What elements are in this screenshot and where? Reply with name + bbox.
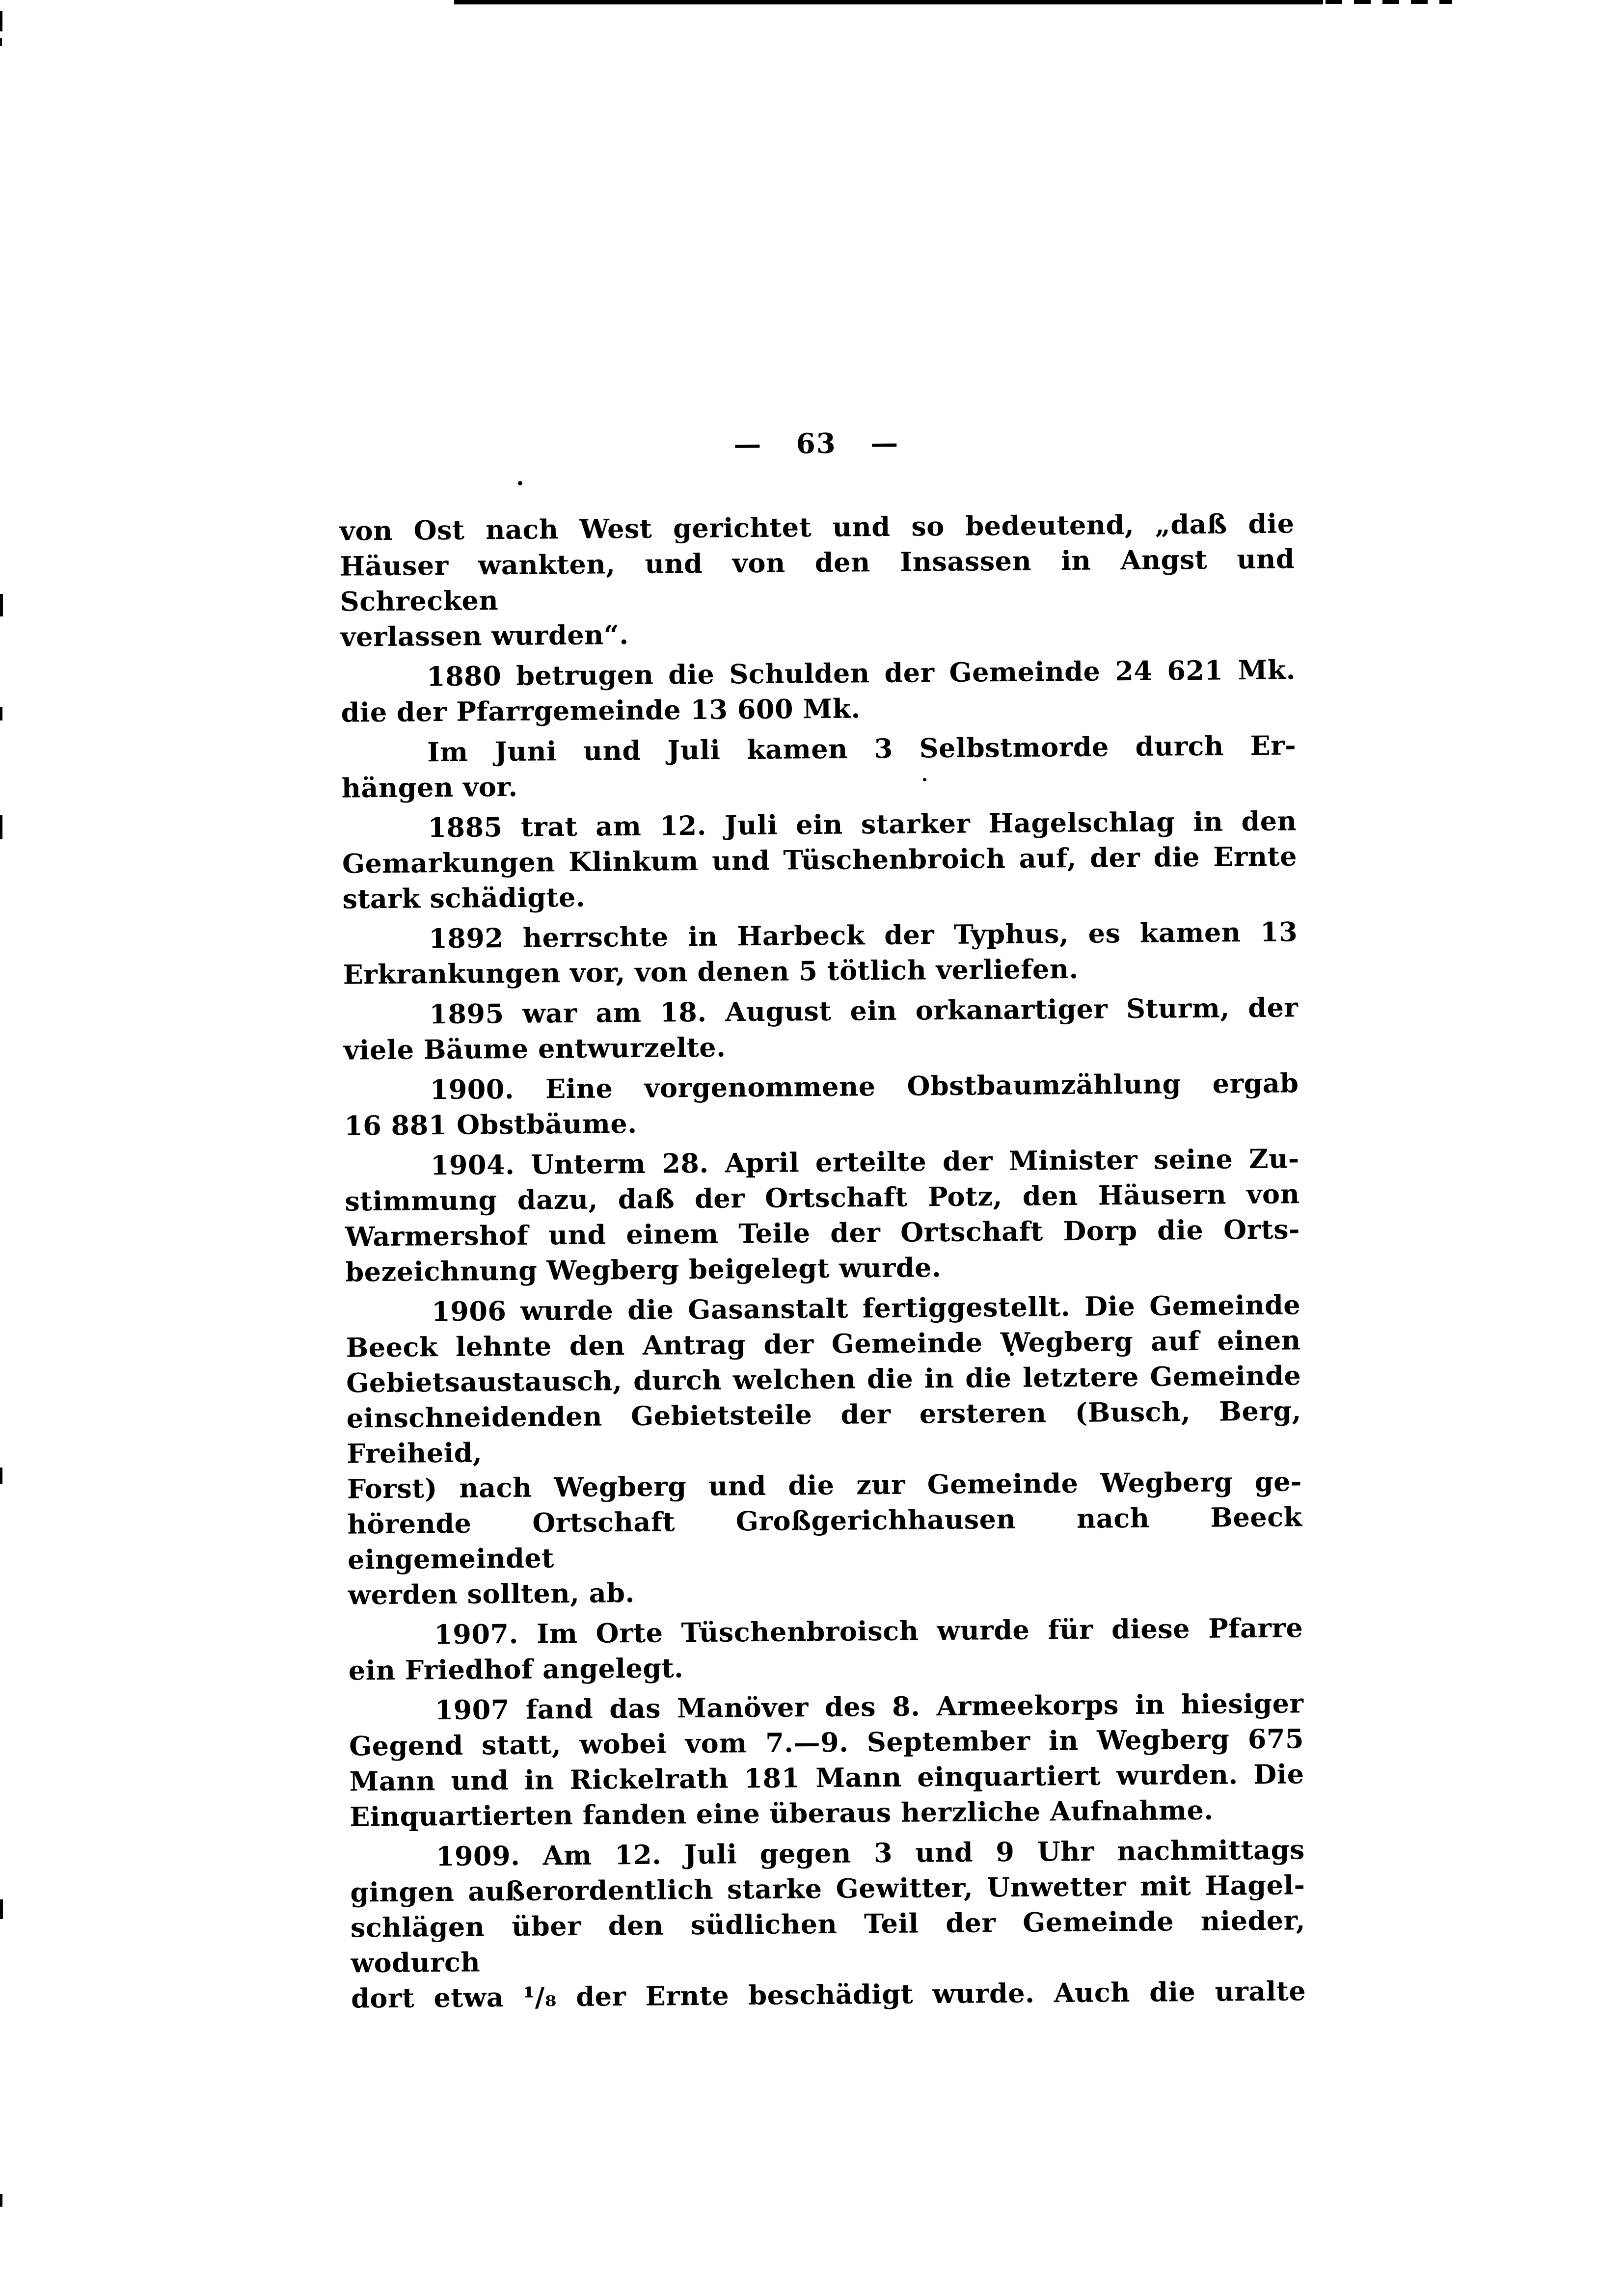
text-line: schlägen über den südlichen Teil der Gemeinde nieder, wodurch	[350, 1904, 1306, 1979]
text-line: hängen vor.	[341, 771, 518, 804]
scan-artifact-left-edge	[0, 38, 2, 46]
scan-artifact-left-edge	[0, 2194, 2, 2207]
text-line: 1907. Im Orte Tüschenbroisch wurde für diese Pfarre	[434, 1612, 1303, 1651]
text-line: von Ost nach West gerichtet und so bedeutend, „daß die	[339, 507, 1295, 547]
scan-artifact-left-edge	[0, 594, 3, 616]
page-number-text: — 63 —	[733, 427, 899, 461]
text-line: 1885 trat am 12. Juli ein starker Hagelschlag in den	[428, 805, 1297, 844]
page-content	[339, 422, 1306, 2021]
text-line: die der Pfarrgemeinde 13 600 Mk.	[341, 693, 861, 728]
paragraph	[348, 1610, 1303, 1688]
scan-artifact-left-edge	[0, 1468, 2, 1484]
paragraph	[346, 1287, 1303, 1612]
scan-artifact-left-edge	[0, 707, 2, 721]
text-line: einschneidenden Gebietsteile der ersteren (Busch, Berg, Freiheid,	[346, 1395, 1302, 1469]
text-line: hörende Ortschaft Großgerichhausen nach Beeck eingemeindet	[347, 1501, 1302, 1575]
text-line: Im Juni und Juli kamen 3 Selbstmorde durch Er-	[427, 729, 1297, 768]
text-block	[339, 506, 1306, 2016]
text-line: Beeck lehnte den Antrag der Gemeinde Wegberg auf einen	[346, 1324, 1301, 1363]
paragraph	[343, 989, 1299, 1068]
text-line: 1907 fand das Manöver des 8. Armeekorps in hiesiger	[434, 1687, 1304, 1726]
paragraph	[350, 1832, 1306, 2016]
scan-artifact-left-edge	[0, 1899, 3, 1919]
text-line: ein Friedhof angelegt.	[348, 1652, 684, 1686]
text-line: werden sollten, ab.	[348, 1576, 635, 1611]
text-line: Mann und in Rickelrath 181 Mann einquartiert wurden. Die	[349, 1758, 1304, 1797]
text-line: Einquartierten fanden eine überaus herzliche Aufnahme.	[349, 1794, 1214, 1833]
text-line: Gebietsaustausch, durch welchen die in die letztere Gemeinde	[346, 1360, 1301, 1399]
text-line: Gemarkungen Klinkum und Tüschenbroich auf, der die Ernte	[342, 840, 1298, 880]
text-line: 1895 war am 18. August ein orkanartiger Sturm, der	[429, 991, 1299, 1030]
paragraph	[339, 506, 1295, 654]
paragraph	[341, 652, 1296, 730]
text-line: Erkrankungen vor, von denen 5 tötlich verliefen.	[343, 953, 1079, 990]
text-line: stimmung dazu, daß der Ortschaft Potz, den Häusern von	[345, 1178, 1300, 1217]
text-line: Gegend statt, wobei vom 7.—9. September in Wegberg 675	[349, 1723, 1304, 1762]
paragraph	[349, 1685, 1304, 1834]
text-line: dort etwa ¹/₈ der Ernte beschädigt wurde. Auch die uralte	[351, 1975, 1306, 2014]
text-line: Warmershof und einem Teile der Ortschaft Dorp die Orts-	[345, 1213, 1300, 1253]
text-line: 1880 betrugen die Schulden der Gemeinde 24 621 Mk.	[426, 654, 1296, 693]
scan-artifact-left-edge	[0, 11, 2, 31]
paragraph	[345, 1141, 1300, 1289]
scan-artifact-top-bar	[454, 0, 1323, 4]
text-line: 1906 wurde die Gasanstalt fertiggestellt. Die Gemeinde	[431, 1289, 1301, 1328]
text-line: gingen außerordentlich starke Gewitter, Unwetter mit Hagel-	[350, 1869, 1305, 1908]
text-line: Forst) nach Wegberg und die zur Gemeinde Wegberg ge-	[347, 1466, 1302, 1505]
text-line: verlassen wurden“.	[340, 619, 629, 653]
scan-artifact-top-dashes	[1326, 0, 1452, 4]
text-line: 1904. Unterm 28. April erteilte der Minister seine Zu-	[430, 1143, 1300, 1181]
text-line: Häuser wankten, und von den Insassen in Angst und Schrecken	[339, 543, 1295, 617]
text-line: stark schädigte.	[342, 881, 586, 915]
scan-artifact-left-edge	[0, 815, 2, 839]
paragraph	[342, 803, 1298, 916]
text-line: bezeichnung Wegberg beigelegt wurde.	[345, 1252, 942, 1288]
page-number	[339, 422, 1294, 465]
paragraph	[343, 914, 1298, 992]
text-line: viele Bäume entwurzelte.	[343, 1031, 726, 1066]
paragraph	[341, 727, 1297, 805]
paragraph	[344, 1065, 1299, 1143]
text-line: 1900. Eine vorgenommene Obstbaumzählung ergab	[430, 1067, 1299, 1106]
text-line: 16 881 Obstbäume.	[344, 1107, 637, 1142]
text-line: 1892 herrschte in Harbeck der Typhus, es kamen 13	[428, 916, 1298, 955]
text-line: 1909. Am 12. Juli gegen 3 und 9 Uhr nachmittags	[435, 1834, 1305, 1872]
